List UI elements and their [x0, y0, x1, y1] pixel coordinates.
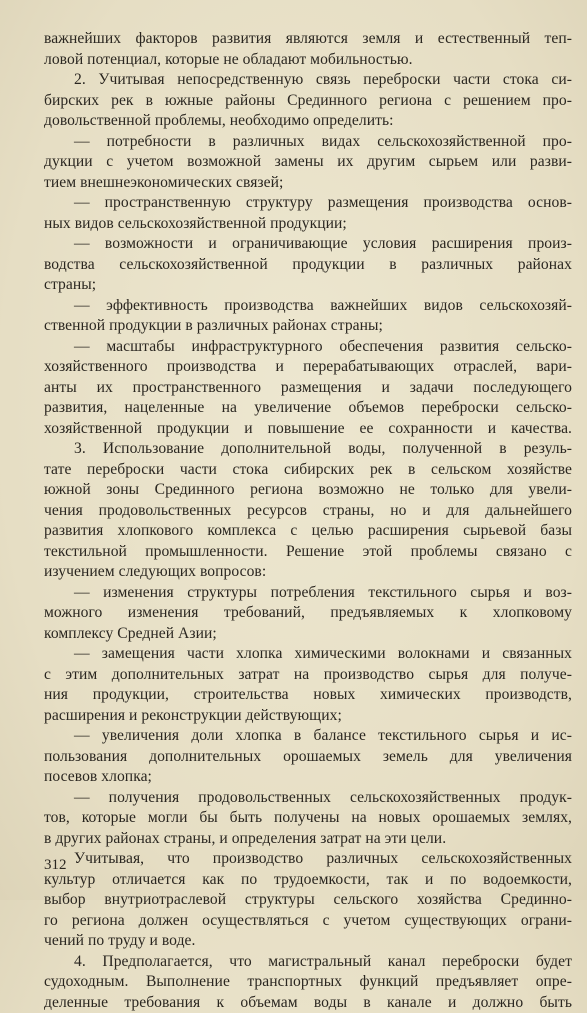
text-line: ния продукции, строительства новых химических производств,: [44, 685, 572, 706]
text-line: тов, которые могли бы быть получены на новых орошаемых землях,: [44, 808, 572, 829]
text-line: 3. Использование дополнительной воды, полученной в резуль-: [44, 439, 572, 460]
text-line: Учитывая, что производство различных сельскохозяйственных: [44, 849, 572, 870]
text-line: комплексу Средней Азии;: [44, 624, 572, 645]
text-line: пользования дополнительных орошаемых земель для увеличения: [44, 747, 572, 768]
text-line: с этим дополнительных затрат на производство сырья для получе-: [44, 665, 572, 686]
text-line: изучением следующих вопросов:: [44, 562, 572, 583]
text-line: — потребности в различных видах сельскохозяйственной про-: [44, 132, 572, 153]
text-line: ных видов сельскохозяйственной продукции;: [44, 214, 572, 235]
text-line: чения продовольственных ресурсов страны, но и для дальнейшего: [44, 501, 572, 522]
text-line: бирских рек в южные районы Срединного региона с решением про-: [44, 91, 572, 112]
text-line: судоходным. Выполнение транспортных функций предъявляет опре-: [44, 972, 572, 993]
text-line: — эффективность производства важнейших видов сельскохозяй-: [44, 296, 572, 317]
text-line: — замещения части хлопка химическими волокнами и связанных: [44, 644, 572, 665]
text-line: довольственной проблемы, необходимо определить:: [44, 111, 572, 132]
text-line: — масштабы инфраструктурного обеспечения развития сельско-: [44, 337, 572, 358]
text-line: 4. Предполагается, что магистральный канал переброски будет: [44, 952, 572, 973]
page-number: 312: [44, 857, 67, 874]
text-line: деленные требования к объемам воды в канале и должно быть: [44, 993, 572, 1013]
text-line: важнейших факторов развития являются земля и естественный теп-: [44, 29, 572, 50]
text-line: — увеличения доли хлопка в балансе текстильного сырья и ис-: [44, 726, 572, 747]
body-text: [44, 29, 572, 1013]
text-line: в других районах страны, и определения затрат на эти цели.: [44, 829, 572, 850]
text-line: дукции с учетом возможной замены их другим сырьем или разви-: [44, 152, 572, 173]
text-line: развития хлопкового комплекса с целью расширения сырьевой базы: [44, 521, 572, 542]
text-line: 2. Учитывая непосредственную связь переброски части стока си-: [44, 70, 572, 91]
text-line: чений по труду и воде.: [44, 931, 572, 952]
text-line: расширения и реконструкции действующих;: [44, 706, 572, 727]
text-line: посевов хлопка;: [44, 767, 572, 788]
text-line: го региона должен осуществляться с учетом существующих ограни-: [44, 911, 572, 932]
text-line: развития, нацеленные на увеличение объемов переброски сельско-: [44, 398, 572, 419]
text-line: южной зоны Срединного региона возможно не только для увели-: [44, 480, 572, 501]
text-line: — возможности и ограничивающие условия расширения произ-: [44, 234, 572, 255]
text-line: водства сельскохозяйственной продукции в различных районах: [44, 255, 572, 276]
text-line: анты их пространственного размещения и задачи последующего: [44, 378, 572, 399]
text-line: тием внешнеэкономических связей;: [44, 173, 572, 194]
text-line: — изменения структуры потребления текстильного сырья и воз-: [44, 583, 572, 604]
text-line: выбор внутриотраслевой структуры сельского хозяйства Срединно-: [44, 890, 572, 911]
text-line: можного изменения требований, предъявляемых к хлопковому: [44, 603, 572, 624]
text-line: текстильной промышленности. Решение этой проблемы связано с: [44, 542, 572, 563]
text-line: тате переброски части стока сибирских рек в сельском хозяйстве: [44, 460, 572, 481]
text-line: — пространственную структуру размещения производства основ-: [44, 193, 572, 214]
text-line: культур отличается как по трудоемкости, так и по водоемкости,: [44, 870, 572, 891]
text-line: хозяйственного производства и перерабатывающих отраслей, вари-: [44, 357, 572, 378]
text-line: ственной продукции в различных районах страны;: [44, 316, 572, 337]
text-line: ловой потенциал, которые не обладают мобильностью.: [44, 50, 572, 71]
text-line: — получения продовольственных сельскохозяйственных продук-: [44, 788, 572, 809]
text-line: хозяйственной продукции и повышение ее сохранности и качества.: [44, 419, 572, 440]
text-line: страны;: [44, 275, 572, 296]
